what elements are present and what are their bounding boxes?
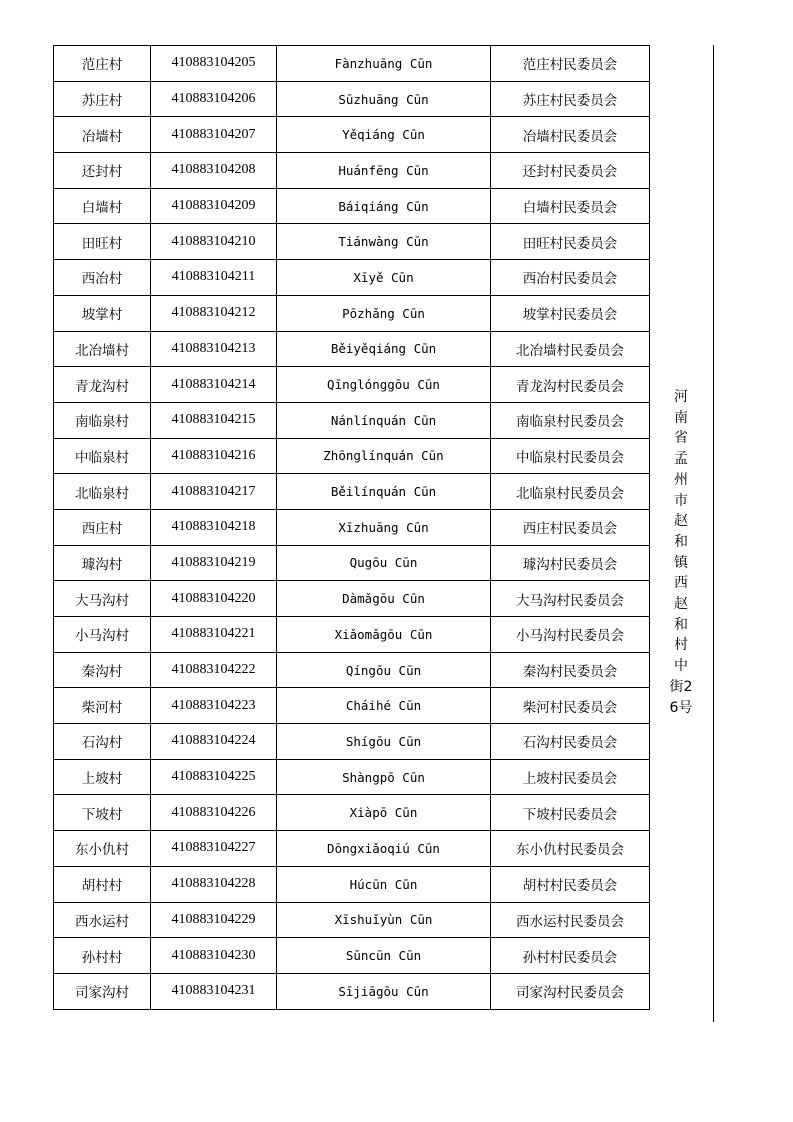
committee-name-cell: 坡掌村民委员会 [491,295,650,331]
table-row [54,188,650,224]
division-code-cell: 410883104218 [151,509,277,545]
committee-name-cell: 北冶墙村民委员会 [491,331,650,367]
village-name-cell: 东小仇村 [54,831,151,867]
village-name-cell: 白墙村 [54,188,151,224]
division-code-cell: 410883104223 [151,688,277,724]
division-code-cell: 410883104210 [151,224,277,260]
pinyin-cell: Qīnglónggōu Cūn [277,367,491,403]
division-code-cell: 410883104227 [151,831,277,867]
committee-name-cell: 还封村民委员会 [491,153,650,189]
village-name-cell: 孙村村 [54,938,151,974]
division-code-cell: 410883104211 [151,260,277,296]
pinyin-cell: Shígōu Cūn [277,724,491,760]
division-code-cell: 410883104216 [151,438,277,474]
pinyin-cell: Xiàpō Cūn [277,795,491,831]
division-code-cell: 410883104208 [151,153,277,189]
committee-name-cell: 田旺村民委员会 [491,224,650,260]
committee-name-cell: 柴河村民委员会 [491,688,650,724]
committee-name-cell: 范庄村民委员会 [491,46,650,82]
committee-name-cell: 璩沟村民委员会 [491,545,650,581]
village-table-body [54,46,650,1010]
division-code-cell: 410883104214 [151,367,277,403]
table-row [54,902,650,938]
village-name-cell: 胡村村 [54,866,151,902]
village-table [53,45,650,1010]
village-name-cell: 还封村 [54,153,151,189]
table-row [54,831,650,867]
village-name-cell: 柴河村 [54,688,151,724]
committee-name-cell: 冶墙村民委员会 [491,117,650,153]
pinyin-cell: Qugōu Cūn [277,545,491,581]
pinyin-cell: Xīshuǐyùn Cūn [277,902,491,938]
table-row [54,153,650,189]
pinyin-cell: Qíngōu Cūn [277,652,491,688]
committee-name-cell: 上坡村民委员会 [491,759,650,795]
division-code-cell: 410883104229 [151,902,277,938]
side-divider-line [713,45,714,1022]
village-name-cell: 西冶村 [54,260,151,296]
division-code-cell: 410883104220 [151,581,277,617]
division-code-cell: 410883104221 [151,617,277,653]
committee-name-cell: 东小仇村民委员会 [491,831,650,867]
division-code-cell: 410883104213 [151,331,277,367]
village-name-cell: 下坡村 [54,795,151,831]
pinyin-cell: Zhōnglínquán Cūn [277,438,491,474]
division-code-cell: 410883104226 [151,795,277,831]
table-row [54,581,650,617]
committee-name-cell: 西冶村民委员会 [491,260,650,296]
pinyin-cell: Sūncūn Cūn [277,938,491,974]
table-row [54,117,650,153]
pinyin-cell: Xīyě Cūn [277,260,491,296]
village-name-cell: 中临泉村 [54,438,151,474]
division-code-cell: 410883104207 [151,117,277,153]
table-row [54,331,650,367]
village-name-cell: 北冶墙村 [54,331,151,367]
village-name-cell: 西水运村 [54,902,151,938]
table-row [54,474,650,510]
committee-name-cell: 下坡村民委员会 [491,795,650,831]
table-row [54,938,650,974]
pinyin-cell: Shàngpō Cūn [277,759,491,795]
division-code-cell: 410883104215 [151,402,277,438]
pinyin-cell: Cháihé Cūn [277,688,491,724]
pinyin-cell: Běilínquán Cūn [277,474,491,510]
committee-name-cell: 中临泉村民委员会 [491,438,650,474]
village-name-cell: 田旺村 [54,224,151,260]
village-name-cell: 石沟村 [54,724,151,760]
committee-name-cell: 小马沟村民委员会 [491,617,650,653]
village-name-cell: 青龙沟村 [54,367,151,403]
village-name-cell: 西庄村 [54,509,151,545]
village-name-cell: 苏庄村 [54,81,151,117]
division-code-cell: 410883104205 [151,46,277,82]
table-row [54,652,650,688]
pinyin-cell: Sūzhuāng Cūn [277,81,491,117]
committee-name-cell: 大马沟村民委员会 [491,581,650,617]
committee-name-cell: 石沟村民委员会 [491,724,650,760]
division-code-cell: 410883104206 [151,81,277,117]
village-name-cell: 坡掌村 [54,295,151,331]
committee-name-cell: 北临泉村民委员会 [491,474,650,510]
pinyin-cell: Yěqiáng Cūn [277,117,491,153]
committee-name-cell: 南临泉村民委员会 [491,402,650,438]
table-row [54,759,650,795]
table-row [54,402,650,438]
pinyin-cell: Běiyěqiáng Cūn [277,331,491,367]
division-code-cell: 410883104231 [151,973,277,1009]
pinyin-cell: Dōngxiǎoqiú Cūn [277,831,491,867]
committee-name-cell: 孙村村民委员会 [491,938,650,974]
village-name-cell: 上坡村 [54,759,151,795]
committee-name-cell: 西庄村民委员会 [491,509,650,545]
committee-name-cell: 秦沟村民委员会 [491,652,650,688]
table-row [54,688,650,724]
division-code-cell: 410883104212 [151,295,277,331]
pinyin-cell: Nánlínquán Cūn [277,402,491,438]
village-name-cell: 司家沟村 [54,973,151,1009]
village-name-cell: 璩沟村 [54,545,151,581]
division-code-cell: 410883104209 [151,188,277,224]
table-row [54,617,650,653]
division-code-cell: 410883104219 [151,545,277,581]
table-row [54,724,650,760]
division-code-cell: 410883104230 [151,938,277,974]
village-name-cell: 范庄村 [54,46,151,82]
pinyin-cell: Dàmǎgōu Cūn [277,581,491,617]
table-row [54,46,650,82]
committee-name-cell: 胡村村民委员会 [491,866,650,902]
table-row [54,295,650,331]
division-code-cell: 410883104222 [151,652,277,688]
table-row [54,973,650,1009]
table-row [54,866,650,902]
committee-name-cell: 苏庄村民委员会 [491,81,650,117]
pinyin-cell: Huánfēng Cūn [277,153,491,189]
pinyin-cell: Tiánwàng Cūn [277,224,491,260]
pinyin-cell: Xiǎomǎgōu Cūn [277,617,491,653]
committee-name-cell: 白墙村民委员会 [491,188,650,224]
table-row [54,367,650,403]
division-code-cell: 410883104228 [151,866,277,902]
village-name-cell: 冶墙村 [54,117,151,153]
village-name-cell: 秦沟村 [54,652,151,688]
village-name-cell: 小马沟村 [54,617,151,653]
division-code-cell: 410883104217 [151,474,277,510]
pinyin-cell: Xīzhuāng Cūn [277,509,491,545]
table-row [54,438,650,474]
table-row [54,81,650,117]
pinyin-cell: Fànzhuāng Cūn [277,46,491,82]
table-row [54,545,650,581]
table-row [54,795,650,831]
pinyin-cell: Báiqiáng Cūn [277,188,491,224]
pinyin-cell: Pōzhǎng Cūn [277,295,491,331]
village-name-cell: 南临泉村 [54,402,151,438]
village-name-cell: 北临泉村 [54,474,151,510]
committee-name-cell: 西水运村民委员会 [491,902,650,938]
table-row [54,224,650,260]
division-code-cell: 410883104225 [151,759,277,795]
committee-name-cell: 青龙沟村民委员会 [491,367,650,403]
village-name-cell: 大马沟村 [54,581,151,617]
pinyin-cell: Húcūn Cūn [277,866,491,902]
table-row [54,509,650,545]
committee-name-cell: 司家沟村民委员会 [491,973,650,1009]
division-code-cell: 410883104224 [151,724,277,760]
table-row [54,260,650,296]
pinyin-cell: Sījiāgōu Cūn [277,973,491,1009]
side-address: 河南省孟州市赵和镇西赵和村中街26号 [669,389,693,716]
